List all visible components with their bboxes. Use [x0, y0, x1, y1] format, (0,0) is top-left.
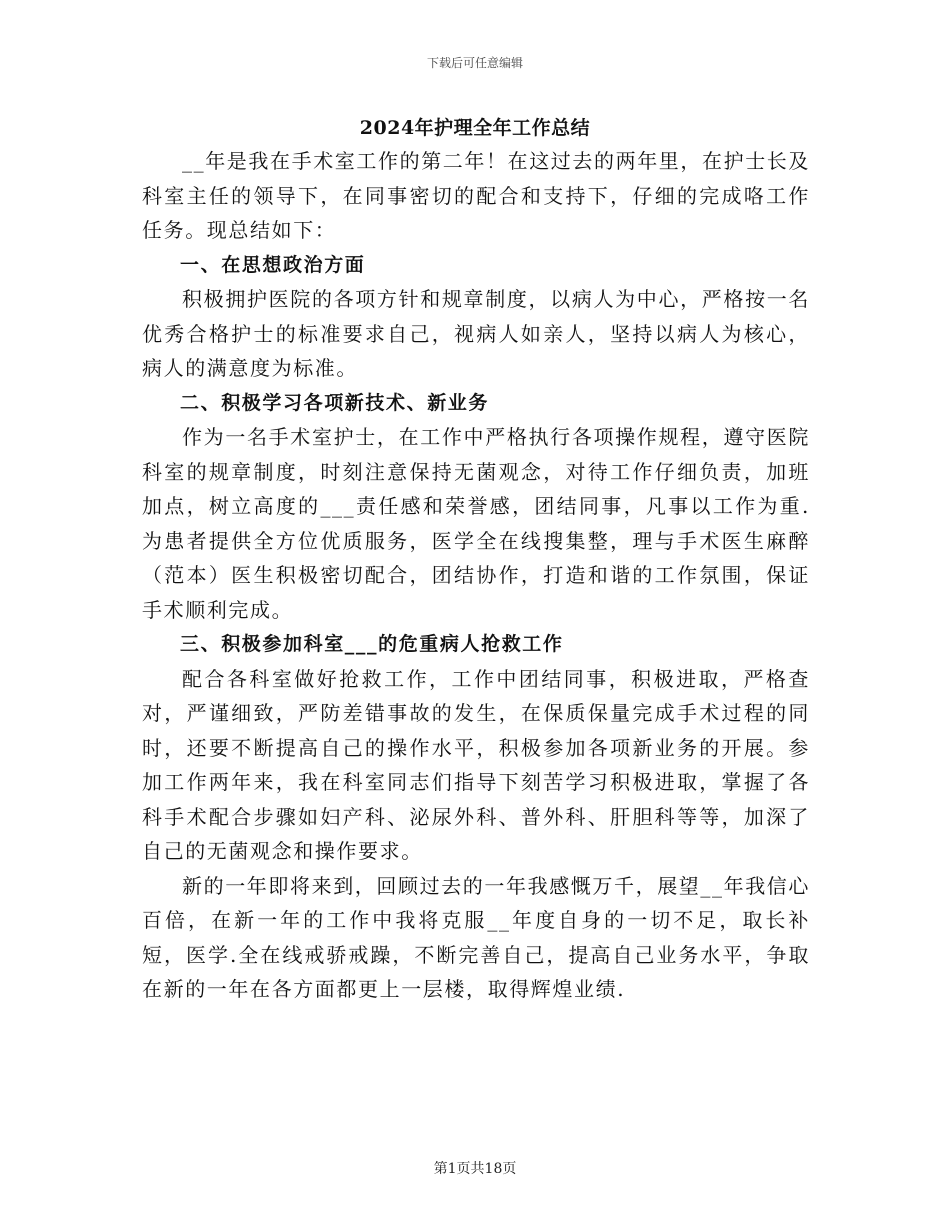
section-heading-3: 三、积极参加科室___的危重病人抢救工作 [180, 633, 564, 655]
page-footer: 第1页共18页 [433, 1161, 517, 1177]
intro-paragraph: __年是我在手术室工作的第二年！在这过去的两年里，在护士长及科室主任的领导下，在同事密切的配合和支持下，仔细的完成咯工作任务。现总结如下： [142, 149, 810, 242]
document-body [142, 144, 810, 1007]
page-header: 下载后可任意编辑 [426, 56, 523, 70]
section-paragraph-3: 配合各科室做好抢救工作，工作中团结同事，积极进取，严格查对，严谨细致，严防差错事故的发生，在保质保量完成手术过程的同时，还要不断提高自己的操作水平，积极参加各项新业务的开展。参加工作两年来，我在科室同志们指导下刻苦学习积极进取，掌握了各科手术配合步骤如妇产科、泌尿外科、普外科、肝胆科等等，加深了自己的无菌观念和操作要求。 [142, 666, 810, 863]
section-heading-2: 二、积极学习各项新技术、新业务 [180, 391, 490, 414]
document-title: 2024年护理全年工作总结 [359, 117, 591, 139]
section-paragraph-2: 作为一名手术室护士，在工作中严格执行各项操作规程，遵守医院科室的规章制度，时刻注意保持无菌观念，对待工作仔细负责，加班加点，树立高度的___责任感和荣誉感，团结同事，凡事以工作为重.为患者提供全方位优质服务，医学全在线搜集整，理与手术医生麻醉（范本）医生积极密切配合，团结协作，打造和谐的工作氛围，保证手术顺利完成。 [142, 425, 810, 622]
closing-paragraph: 新的一年即将来到，回顾过去的一年我感慨万千，展望__年我信心百倍，在新一年的工作中我将克服__年度自身的一切不足，取长补短，医学.全在线戒骄戒躁，不断完善自己，提高自己业务水平，争取在新的一年在各方面都更上一层楼，取得辉煌业绩. [142, 873, 810, 1001]
section-paragraph-1: 积极拥护医院的各项方针和规章制度，以病人为中心，严格按一名优秀合格护士的标准要求自己，视病人如亲人，坚持以病人为核心，病人的满意度为标准。 [142, 287, 810, 380]
section-heading-1: 一、在思想政治方面 [180, 253, 366, 276]
